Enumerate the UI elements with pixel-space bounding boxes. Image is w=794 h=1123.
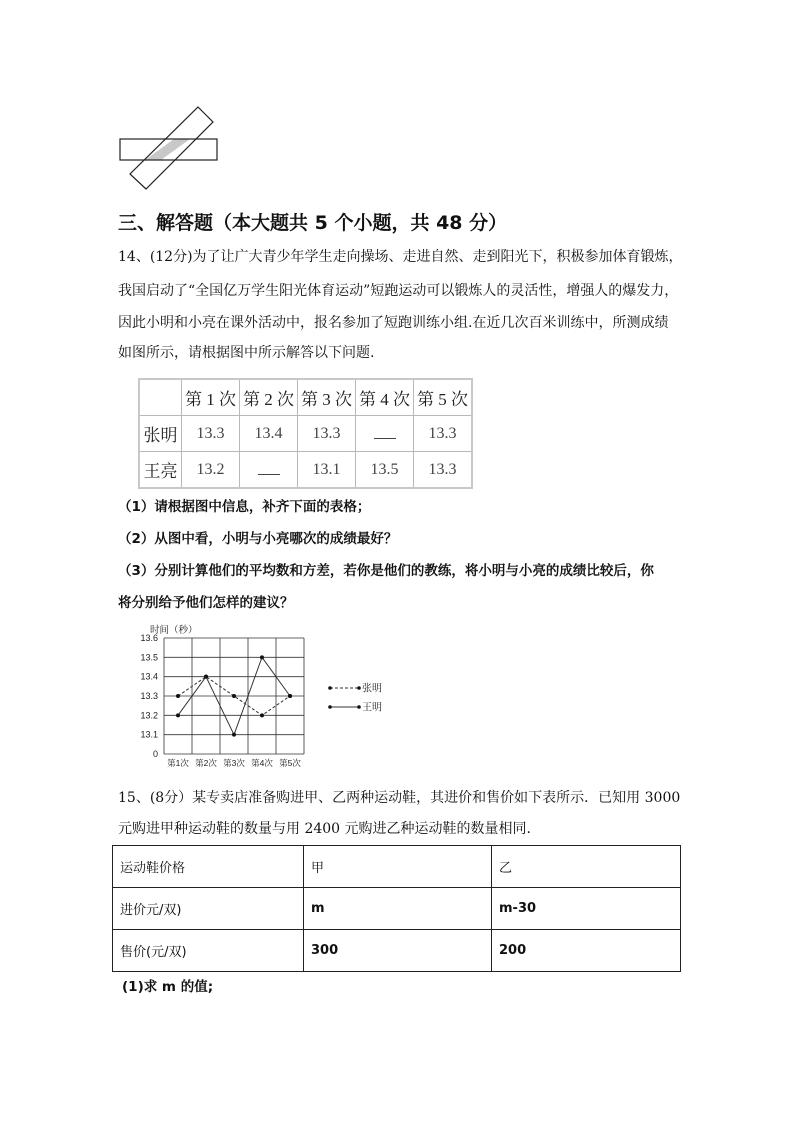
score-header-3: 第 3 次 <box>298 379 356 416</box>
score-cell: 13.4 <box>240 416 298 452</box>
q14-sub-1 <box>118 497 370 517</box>
data-point <box>232 733 236 737</box>
price-cell: 200 <box>492 930 681 972</box>
x-tick-label: 第2次 <box>195 758 217 768</box>
q15-sub-1: (1)求 m 的值; <box>122 979 214 995</box>
y-tick-label: 0 <box>152 749 158 759</box>
score-cell: 13.2 <box>182 452 240 489</box>
table-row <box>139 452 472 489</box>
data-point <box>176 713 180 717</box>
row-name: 张明 <box>139 416 182 452</box>
y-tick-label: 13.2 <box>140 710 158 721</box>
legend-marker <box>328 705 332 709</box>
table-row <box>113 888 681 930</box>
data-point <box>232 694 236 698</box>
q14-line-3: 因此小明和小亮在课外活动中，报名参加了短跑训练小组.在近几次百米训练中，所测成绩 <box>118 315 669 331</box>
chart-y-title: 时间（秒） <box>150 625 198 636</box>
q14-line-4: 如图所示，请根据图中所示解答以下问题. <box>118 345 375 361</box>
q14-line-2: 我国启动了“全国亿万学生阳光体育运动”短跑运动可以锻炼人的灵活性，增强人的爆发力， <box>118 283 679 299</box>
data-point <box>176 694 180 698</box>
score-header-1: 第 1 次 <box>182 379 240 416</box>
answer-blank[interactable] <box>258 460 280 475</box>
y-tick-label: 13.6 <box>140 633 158 643</box>
price-cell: 进价元/双) <box>113 888 304 930</box>
data-point <box>204 675 208 679</box>
sub-number: （3） <box>118 563 155 579</box>
data-point <box>288 694 292 698</box>
score-cell-blank[interactable] <box>356 416 414 452</box>
sub-text: 请根据图中信息，补齐下面的表格； <box>154 499 371 515</box>
price-cell: 甲 <box>304 846 492 888</box>
x-tick-label: 第3次 <box>223 758 245 768</box>
price-cell: m <box>304 888 492 930</box>
y-tick-label: 13.4 <box>140 671 158 682</box>
table-row <box>139 416 472 452</box>
q15-line-1: 15、(8分）某专卖店准备购进甲、乙两种运动鞋，其进价和售价如下表所示．已知用 3000 <box>118 790 681 806</box>
x-tick-label: 第5次 <box>279 758 301 768</box>
price-cell: 运动鞋价格 <box>113 846 304 888</box>
q15-line-2: 元购进甲种运动鞋的数量与用 2400 元购进乙种运动鞋的数量相同. <box>118 821 531 837</box>
price-table <box>112 845 681 972</box>
score-cell: 13.3 <box>298 416 356 452</box>
q14-line-1: 14、(12分)为了让广大青少年学生走向操场、走进自然、走到阳光下，积极参加体育锻炼， <box>118 249 683 265</box>
q14-sub-2 <box>118 529 397 549</box>
score-table <box>138 378 473 489</box>
score-header-5: 第 5 次 <box>414 379 473 416</box>
score-header-4: 第 4 次 <box>356 379 414 416</box>
score-line-chart <box>118 620 398 772</box>
y-tick-label: 13.3 <box>140 691 158 701</box>
x-tick-label: 第1次 <box>167 758 189 768</box>
sub-number: （1） <box>118 499 155 515</box>
score-cell: 13.3 <box>414 416 473 452</box>
price-cell: m-30 <box>492 888 681 930</box>
q14-sub-3-cont: 将分别给予他们怎样的建议？ <box>118 595 294 611</box>
score-table-header <box>139 379 472 416</box>
legend-label: 张明 <box>362 683 382 695</box>
sub-text: 从图中看，小明与小亮哪次的成绩最好？ <box>154 531 398 547</box>
table-row <box>113 846 681 888</box>
score-cell: 13.3 <box>182 416 240 452</box>
score-header-2: 第 2 次 <box>240 379 298 416</box>
x-tick-label: 第4次 <box>251 758 273 768</box>
sub-number: （2） <box>118 531 155 547</box>
table-row <box>113 930 681 972</box>
legend-marker <box>357 705 361 709</box>
price-cell: 乙 <box>492 846 681 888</box>
y-tick-label: 13.5 <box>140 652 158 663</box>
data-point <box>260 655 264 659</box>
price-cell: 300 <box>304 930 492 972</box>
score-cell-blank[interactable] <box>240 452 298 489</box>
legend-label: 王明 <box>362 702 382 714</box>
overlap-shaded-region <box>145 139 190 160</box>
data-point <box>260 713 264 717</box>
legend-marker <box>357 686 361 690</box>
overlap-figure <box>110 100 230 200</box>
price-cell: 售价(元/双) <box>113 930 304 972</box>
y-tick-label: 13.1 <box>140 729 158 740</box>
section-title: 三、解答题（本大题共 5 个小题，共 48 分） <box>118 212 508 234</box>
answer-blank[interactable] <box>374 424 396 439</box>
score-cell: 13.3 <box>414 452 473 489</box>
legend-marker <box>328 686 332 690</box>
score-cell: 13.1 <box>298 452 356 489</box>
row-name: 王亮 <box>139 452 182 489</box>
sub-text: 分别计算他们的平均数和方差，若你是他们的教练，将小明与小亮的成绩比较后，你 <box>154 563 654 579</box>
score-header-empty <box>139 379 182 416</box>
q14-sub-3 <box>118 561 654 581</box>
score-cell: 13.5 <box>356 452 414 489</box>
